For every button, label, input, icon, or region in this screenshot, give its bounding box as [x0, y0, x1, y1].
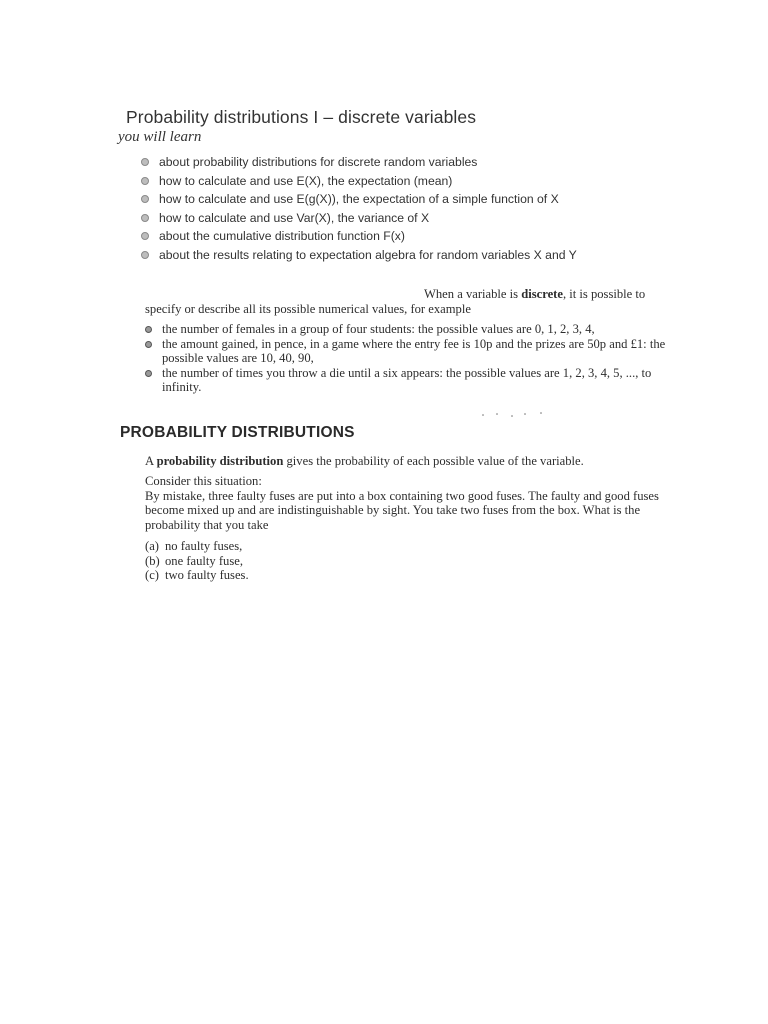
objective-item	[141, 246, 577, 265]
objective-text: about probability distributions for discrete random variables	[159, 155, 478, 169]
bullet-icon	[141, 232, 149, 240]
objective-item	[141, 153, 577, 172]
part-label: (b)	[145, 553, 160, 568]
objective-item	[141, 172, 577, 191]
situation-text: By mistake, three faulty fuses are put into a box containing two good fuses. The faulty and good fuses become mixed up and are indistinguishable by sight. You take two fuses from the box. What is the probability that you take	[145, 488, 659, 532]
scan-specks	[480, 411, 550, 417]
bullet-icon	[145, 341, 152, 348]
bullet-icon	[145, 370, 152, 377]
intro-text: , it is possible to	[562, 287, 646, 301]
situation-paragraph	[145, 474, 670, 532]
examples-list	[145, 322, 675, 395]
objective-text: about the results relating to expectation algebra for random variables X and Y	[159, 247, 577, 262]
part-text: no faulty fuses,	[165, 539, 243, 553]
objective-text: about the cumulative distribution function F(x)	[159, 229, 405, 243]
definition-bold-term: probability distribution	[156, 454, 284, 468]
question-parts-list	[145, 539, 249, 583]
intro-paragraph-line-1	[424, 287, 645, 302]
learning-objectives-list	[141, 153, 577, 264]
part-label: (a)	[145, 539, 159, 553]
question-part	[145, 568, 249, 583]
part-text: two faulty fuses.	[165, 568, 249, 582]
objective-item	[141, 190, 577, 209]
situation-intro: Consider this situation:	[145, 474, 262, 488]
section-heading: PROBABILITY DISTRIBUTIONS	[120, 424, 355, 441]
chapter-title: Probability distributions I – discrete variables	[126, 107, 477, 127]
question-part	[145, 539, 249, 554]
example-text: the number of times you throw a die until a six appears: the possible values are 1, 2, 3, 4, 5, ..., to infinity.	[162, 365, 652, 394]
intro-text: When a variable is	[424, 287, 522, 301]
example-item	[145, 337, 675, 366]
example-text: the number of females in a group of four students: the possible values are 0, 1, 2, 3, 4,	[162, 322, 595, 336]
bullet-icon	[141, 251, 149, 259]
bullet-icon	[145, 326, 152, 333]
definition-paragraph	[145, 454, 584, 469]
example-item	[145, 366, 675, 395]
part-text: one faulty fuse,	[165, 553, 243, 568]
objective-text: how to calculate and use Var(X), the variance of X	[159, 210, 430, 225]
definition-text: gives the probability of each possible value of the variable.	[283, 454, 584, 468]
bullet-icon	[141, 195, 149, 203]
objective-text: how to calculate and use E(X), the expectation (mean)	[159, 173, 453, 188]
example-text: the amount gained, in pence, in a game where the entry fee is 10p and the prizes are 50p and £1: the possible values are 10, 40, 90,	[162, 336, 666, 365]
objective-item	[141, 227, 577, 246]
bullet-icon	[141, 214, 149, 222]
objective-text: how to calculate and use E(g(X)), the expectation of a simple function of X	[159, 192, 559, 206]
learning-subtitle: you will learn	[118, 129, 202, 145]
definition-text: A	[145, 454, 157, 468]
bullet-icon	[141, 177, 149, 185]
example-item	[145, 322, 675, 337]
part-label: (c)	[145, 568, 159, 582]
intro-bold-term: discrete	[521, 287, 563, 301]
bullet-icon	[141, 158, 149, 166]
question-part	[145, 554, 249, 569]
objective-item	[141, 209, 577, 228]
intro-paragraph-line-2: specify or describe all its possible numerical values, for example	[145, 302, 471, 316]
